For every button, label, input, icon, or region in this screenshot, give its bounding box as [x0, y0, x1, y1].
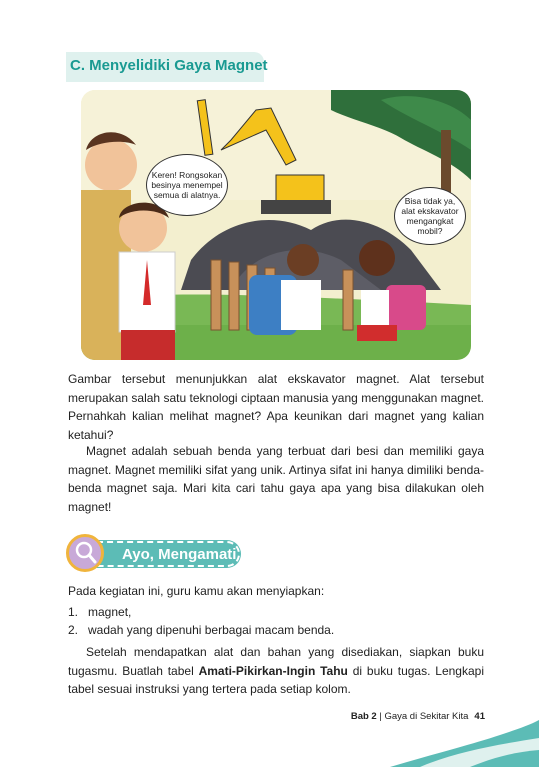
page-number: 41	[474, 711, 485, 722]
instructions-text-end: di buku tugas. Lengkapi tabel sesuai instruksi yang tertera pada setiap kolom.	[68, 663, 484, 696]
list-text: wadah yang dipenuhi berbagai macam benda.	[88, 623, 335, 637]
chapter-title: Gaya di Sekitar Kita	[384, 711, 469, 722]
activity-intro: Pada kegiatan ini, guru kamu akan menyiapkan:	[68, 584, 325, 598]
paragraph-intro: Gambar tersebut menunjukkan alat ekskavator magnet. Alat tersebut merupakan salah satu teknologi ciptaan manusia yang menggunakan magnet. Pernahkah kalian melihat magnet? Apa keunikan dari magnet yang kalian ketahui?	[68, 372, 484, 442]
footer-separator: |	[376, 711, 385, 722]
speech-bubble-right: Bisa tidak ya, alat ekskavator mengangkat mobil?	[394, 187, 466, 245]
table-name: Amati-Pikirkan-Ingin Tahu	[198, 663, 348, 678]
list-number: 1.	[68, 605, 79, 619]
instructions-text: Setelah mendapatkan alat dan bahan yang disediakan, siapkan buku tugasmu. Buatlah tabel	[68, 645, 484, 678]
speech-bubble-left: Keren! Rongsokan besinya menempel semua di alatnya.	[146, 154, 228, 216]
list-number: 2.	[68, 623, 79, 637]
chapter-number: Bab 2	[350, 711, 377, 722]
list-text: magnet,	[88, 605, 132, 619]
badge-title: Ayo, Mengamati	[122, 546, 237, 563]
paragraph-magnet: Magnet adalah sebuah benda yang terbuat dari besi dan memiliki gaya magnet. Magnet memiliki sifat yang unik. Artinya sifat ini hanya dimiliki benda-benda magnet saja. Mari kita cari tahu gaya apa yang bisa dilakukan oleh magnet!	[68, 444, 484, 514]
section-title: C. Menyelidiki Gaya Magnet	[70, 57, 268, 74]
